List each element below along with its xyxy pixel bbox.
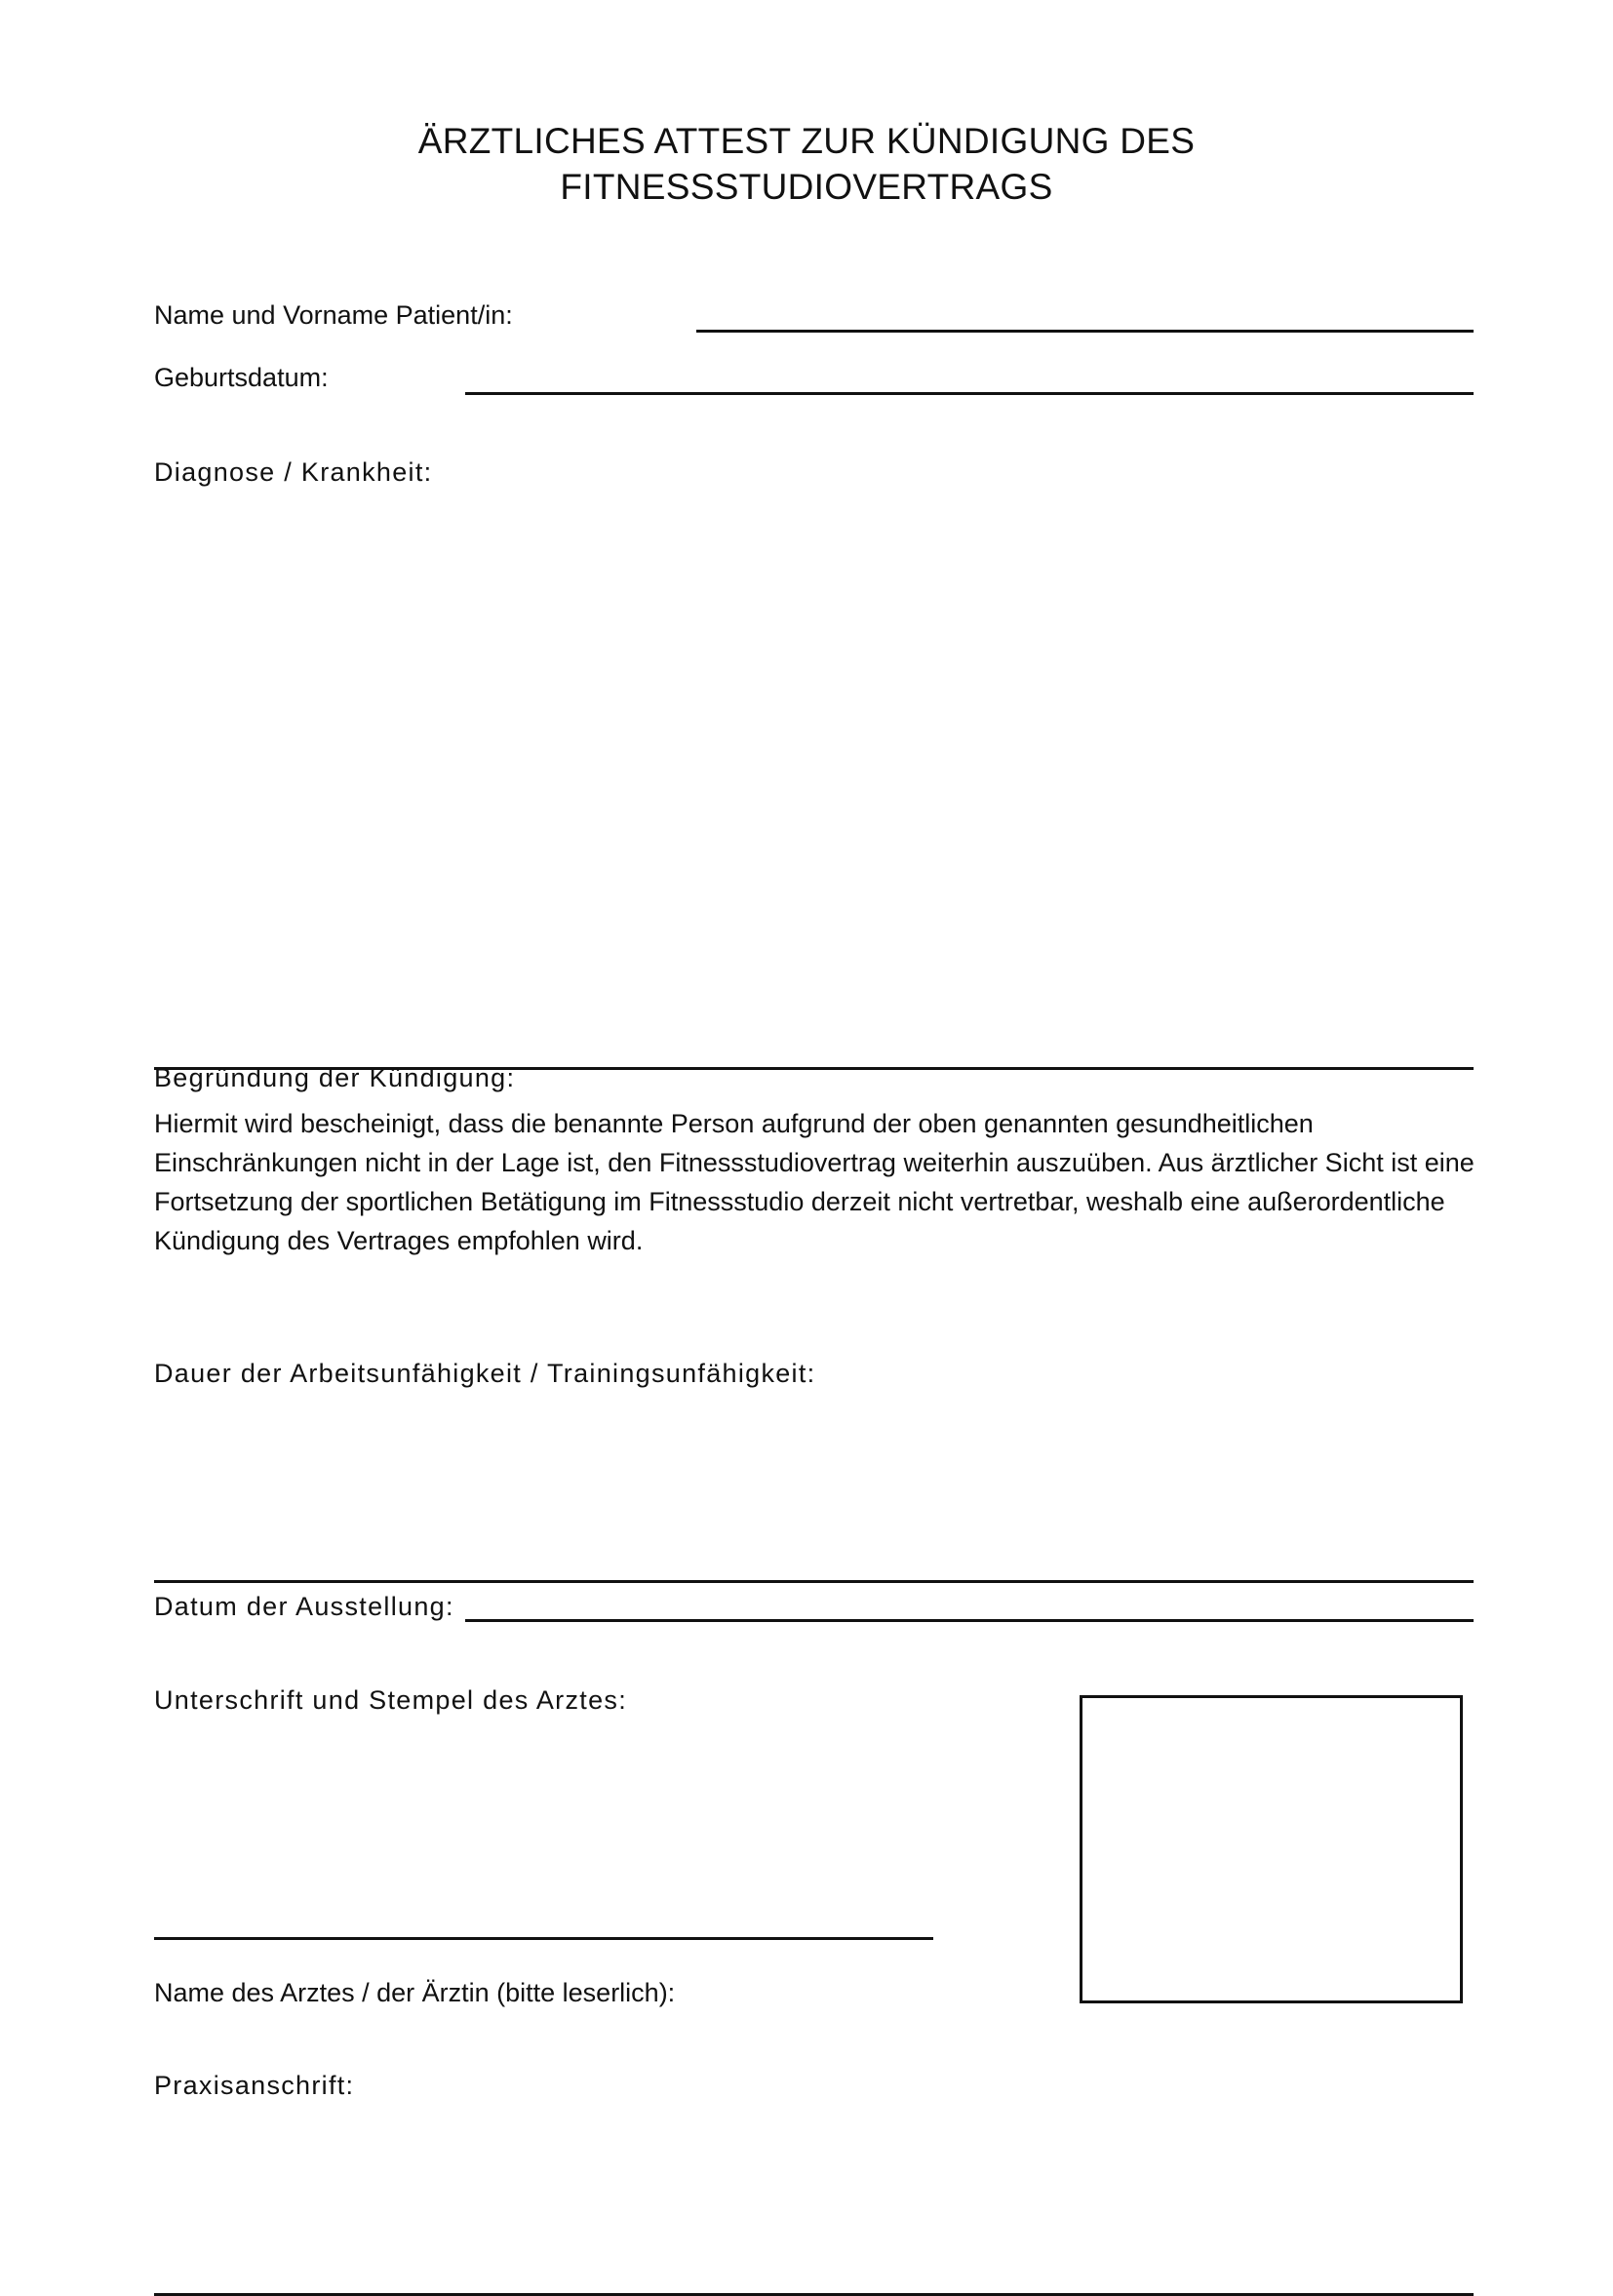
patient-name-label: Name und Vorname Patient/in: xyxy=(154,300,513,330)
practice-address-label: Praxisanschrift: xyxy=(154,2071,355,2100)
issue-date-label: Datum der Ausstellung: xyxy=(154,1592,454,1621)
document-title-line-1: ÄRZTLICHES ATTEST ZUR KÜNDIGUNG DES xyxy=(417,121,1196,161)
birth-date-label: Geburtsdatum: xyxy=(154,363,329,392)
patient-name-field-line[interactable] xyxy=(696,330,1474,333)
document-title-line-2: FITNESSSTUDIOVERTRAGS xyxy=(560,167,1053,207)
stamp-box[interactable] xyxy=(1080,1695,1463,2003)
issue-date-field-line[interactable] xyxy=(465,1619,1474,1622)
reason-label: Begründung der Kündigung: xyxy=(154,1063,516,1092)
birth-date-field-line[interactable] xyxy=(465,392,1474,395)
duration-label: Dauer der Arbeitsunfähigkeit / Trainingsunfähigkeit: xyxy=(154,1359,816,1388)
doctor-name-label: Name des Arztes / der Ärztin (bitte leserlich): xyxy=(154,1978,676,2007)
reason-paragraph: Hiermit wird bescheinigt, dass die benannte Person aufgrund der oben genannten gesundheitlichen Einschränkungen nicht in der Lage ist, den Fitnessstudiovertrag weiterhin auszuüben. Aus ärztlicher Sicht ist eine Fortsetzung der sportlichen Betätigung im Fitnessstudio derzeit nicht vertretbar, weshalb eine außerordentliche Kündigung des Vertrages empfohlen wird. xyxy=(154,1109,1475,1255)
diagnosis-label: Diagnose / Krankheit: xyxy=(154,457,433,487)
signature-label: Unterschrift und Stempel des Arztes: xyxy=(154,1685,627,1715)
duration-end-line xyxy=(154,1580,1474,1583)
signature-field-line[interactable] xyxy=(154,1937,933,1940)
